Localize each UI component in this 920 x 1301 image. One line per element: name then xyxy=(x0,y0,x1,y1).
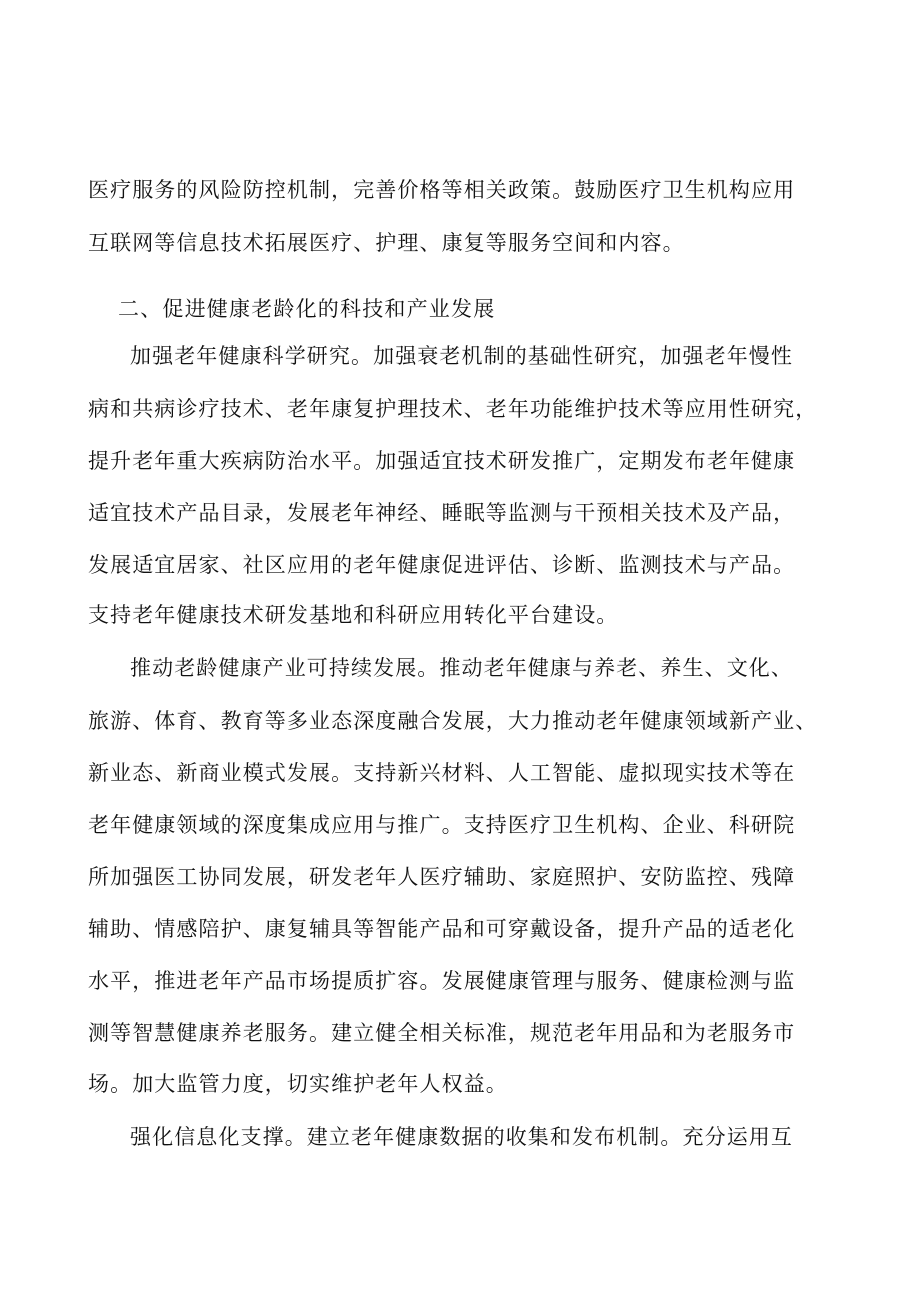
paragraph-2-line-2: 旅游、体育、教育等多业态深度融合发展，大力推动老年健康领域新产业、 xyxy=(88,709,818,733)
paragraph-1-line-4: 适宜技术产品目录，发展老年神经、睡眠等监测与干预相关技术及产品， xyxy=(88,501,796,525)
paragraph-1-line-3: 提升老年重大疾病防治水平。加强适宜技术研发推广，定期发布老年健康 xyxy=(88,449,796,473)
paragraph-0-line-1: 医疗服务的风险防控机制，完善价格等相关政策。鼓励医疗卫生机构应用 xyxy=(88,178,796,202)
paragraph-1-line-1: 加强老年健康科学研究。加强衰老机制的基础性研究，加强老年慢性 xyxy=(130,344,793,368)
paragraph-2-line-1: 推动老龄健康产业可持续发展。推动老年健康与养老、养生、文化、 xyxy=(130,656,793,680)
paragraph-2-line-3: 新业态、新商业模式发展。支持新兴材料、人工智能、虚拟现实技术等在 xyxy=(88,761,796,785)
paragraph-1-line-5: 发展适宜居家、社区应用的老年健康促进评估、诊断、监测技术与产品。 xyxy=(88,553,796,577)
paragraph-1-line-6: 支持老年健康技术研发基地和科研应用转化平台建设。 xyxy=(88,603,619,627)
paragraph-2-line-8: 测等智慧健康养老服务。建立健全相关标准，规范老年用品和为老服务市 xyxy=(88,1021,796,1045)
paragraph-2-line-6: 辅助、情感陪护、康复辅具等智能产品和可穿戴设备，提升产品的适老化 xyxy=(88,917,796,941)
paragraph-2-line-9: 场。加大监管力度，切实维护老年人权益。 xyxy=(88,1072,508,1096)
section-heading: 二、促进健康老龄化的科技和产业发展 xyxy=(118,297,496,321)
paragraph-1-line-2: 病和共病诊疗技术、老年康复护理技术、老年功能维护技术等应用性研究， xyxy=(88,397,818,421)
paragraph-2-line-5: 所加强医工协同发展，研发老年人医疗辅助、家庭照护、安防监控、残障 xyxy=(88,865,796,889)
paragraph-0-line-2: 互联网等信息技术拓展医疗、护理、康复等服务空间和内容。 xyxy=(88,231,685,255)
paragraph-3-line-1: 强化信息化支撑。建立老年健康数据的收集和发布机制。充分运用互 xyxy=(130,1125,793,1149)
paragraph-2-line-7: 水平，推进老年产品市场提质扩容。发展健康管理与服务、健康检测与监 xyxy=(88,969,796,993)
paragraph-2-line-4: 老年健康领域的深度集成应用与推广。支持医疗卫生机构、企业、科研院 xyxy=(88,813,796,837)
